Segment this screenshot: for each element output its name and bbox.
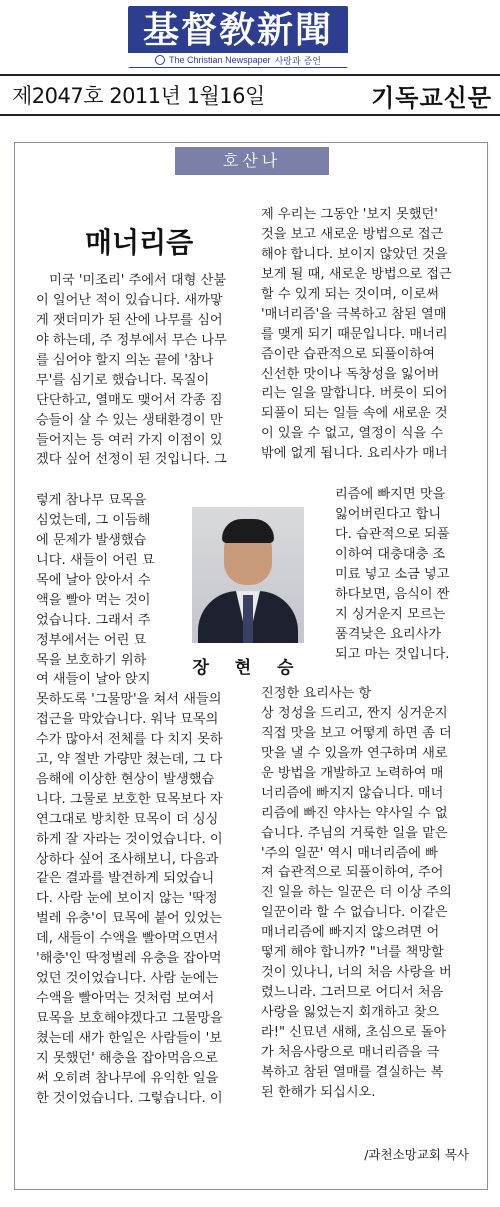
issue-number: 제2047호 [12,84,104,108]
text-line: 에 문제가 발생했습 [36,532,147,548]
text-line: 수가 많아서 전체를 다 치지 못하 [36,731,223,747]
text-line: 정부에서는 어린 묘 [36,632,147,648]
text-line: 미료 넣고 소금 넣고 [335,566,450,582]
text-line: 미국 '미조리' 주에서 대형 산불 [36,273,227,288]
text-line: 한 것이었습니다. 그렇습니다. 이 [36,1090,223,1106]
text-line: 목을 보호하기 위하 [36,652,147,668]
text-line: 것이 있나니, 너의 처음 사랑을 버 [261,965,452,981]
text-line: 벌레 유충'이 묘목에 붙어 있었는 [36,911,223,927]
text-line: 하다보면, 음식이 짠 [335,586,450,602]
text-line: 맛을 낼 수 있을까 연구하며 새로 [261,745,448,761]
text-line: 연그대로 방치한 묘목이 더 싱싱 [36,811,219,827]
text-line: 가 처음사랑으로 매너리즘을 극 [261,1044,440,1060]
text-line: 복하고 참된 열매를 결실하는 복 [261,1064,444,1080]
text-line: 되풀이 되는 일들 속에 새로운 것 [261,406,448,422]
text-line: 못하도록 '그물망'을 쳐서 새들의 [36,692,222,707]
author-photo [192,507,304,643]
bottom-divider [0,114,500,116]
right-column-top [261,205,452,464]
text-line: 진 일을 하는 일꾼은 더 이상 주의 [261,885,452,901]
text-line: 져 습관적으로 되풀이하여, 주어 [261,865,444,881]
text-line: 렇게 참나무 묘목을 [36,493,147,508]
text-line: 음해에 이상한 현상이 발생했습 [36,771,215,787]
left-column-bottom [36,690,223,1109]
text-line: 해야 합니다. 보이지 않았던 것을 [261,246,448,262]
text-line: 습니다. 주님의 거룩한 일을 맡은 [261,825,448,841]
photo-tie [243,595,253,643]
text-line: 라!" 신묘년 새해, 초심으로 돌아 [261,1024,447,1040]
text-line: 다. 사람 눈에 보이지 않는 '딱정 [36,891,218,907]
text-line: 들어지는 등 여러 가지 이점이 있 [36,432,223,448]
text-line: 쳤는데 새가 한일은 사람들이 '보 [36,1030,223,1046]
text-line: 니다. 그물로 보호한 묘목보다 자 [36,791,223,807]
text-line: 신선한 맛이나 독창성을 잃어버 [261,366,440,382]
text-line: 일꾼이라 할 수 없습니다. 이같은 [261,905,448,921]
right-column-narrow [335,485,450,664]
text-line: 었습니다. 그래서 주 [36,612,151,628]
text-line: 직접 맛을 보고 어떻게 하면 좀 더 [261,725,452,741]
text-line: 된 한해가 되십시오. [261,1084,376,1100]
section-label: 호산나 [175,147,329,175]
article-frame [14,142,488,1190]
masthead-subtitle-bar [128,52,348,67]
top-divider [0,74,500,76]
text-line: 상 정성을 드리고, 짠지 싱거운지 [261,705,448,721]
text-line: 리즘에 빠진 약사는 약사일 수 없 [261,805,448,821]
text-line: 너리즘에 빠지지 않습니다. 매너 [261,785,444,801]
text-line: 었던 것이었습니다. 사람 눈에는 [36,971,219,987]
issue-bar [0,78,500,112]
issue-info [12,80,265,110]
paper-name: 기독교신문 [371,84,492,112]
text-line: 데, 새들이 수액을 빨아먹으면서 [36,931,219,947]
text-line: 이 일어난 적이 있습니다. 새까맣 [36,292,223,308]
text-line: 하게 잘 자라는 것이었습니다. 이 [36,831,223,847]
text-line: 묘목을 보호해야겠다고 그물망을 [36,1011,223,1026]
issue-date: 2011년 1월16일 [109,84,265,108]
text-line: 상하다 싶어 조사해보니, 다음과 [36,851,219,867]
text-line: '매너리즘'을 극복하고 참된 열매 [261,306,447,322]
emblem-icon [155,55,165,65]
text-line: 지 못했던' 해충을 잡아먹음으로 [36,1050,218,1066]
text-line: 액을 빨아 먹는 것이 [36,592,151,608]
text-line: 다. 습관적으로 되풀 [335,526,450,542]
text-line: 겠다 싶어 선정이 된 것입니다. 그 [36,452,227,468]
text-line: 잃어버린다고 합니 [335,506,442,522]
text-line: 여 새들이 날아 앉지 [36,672,151,688]
text-line: '주의 일꾼' 역시 매너리즘에 빠 [261,845,438,861]
text-line: 접근을 막았습니다. 워낙 묘목의 [36,711,219,727]
text-line: '해충'인 딱정벌레 유충을 잡아먹 [36,951,222,967]
text-line: 지 싱거운지 모르는 [335,606,446,622]
text-line: 야 하는데, 주 정부에서 무슨 나무 [36,332,227,348]
masthead-logo [128,6,348,68]
text-line: 리즘에 빠지면 맛을 [335,487,446,502]
article-headline: 매너리즘 [85,226,194,259]
text-line: 단단하고, 열매도 맺어서 각종 짐 [36,392,223,408]
text-line: 목에 날아 앉아서 수 [36,572,151,588]
masthead-tagline: 사랑과 증언 [274,56,321,67]
text-line: 니다. 새들이 어린 묘 [36,552,155,568]
text-line: 떻게 해야 합니까? "너를 책망할 [261,945,444,961]
text-line: 써 오히려 참나무에 유익한 일을 [36,1070,219,1086]
text-line: 이하여 대충대충 조 [335,546,446,562]
text-line: 게 잿더미가 된 산에 나무를 심어 [36,312,223,328]
text-line: 렸느니라. 그러므로 어디서 처음 [261,985,444,1001]
text-line: 를 심어야 할지 의논 끝에 '참나 [36,352,214,368]
text-line: 를 맺게 되기 때문입니다. 매너리 [261,326,448,342]
text-line: 수액을 빨아먹는 것처럼 보여서 [36,991,215,1007]
text-line: 제 우리는 그동안 '보지 못했던' [261,207,438,222]
text-line: 같은 결과를 발견하게 되었습니 [36,871,215,887]
text-line: 할 수 있게 되는 것이며, 이로써 [261,286,440,302]
text-line: 되고 마는 것입니다. [335,646,450,662]
author-name: 장 현 승 [192,658,304,678]
text-line: 밖에 없게 됩니다. 요리사가 매너 [261,446,448,462]
author-signature: /과천소망교회 목사 [364,1147,469,1162]
photo-hair [222,519,274,543]
text-line: 심었는데, 그 이듬해 [36,512,151,528]
masthead-title: 基督敎新聞 [142,9,333,51]
text-line: 매너리즘에 빠지지 않으려면 어 [261,925,440,941]
text-line: 것을 보고 새로운 방법으로 접근 [261,226,444,242]
right-column-bottom [261,684,452,1103]
text-line: 즘이란 습관적으로 되풀이하여 [261,346,435,362]
left-column-narrow [36,491,155,690]
text-line: 진정한 요리사는 항 [261,686,372,701]
text-line: 고, 약 절반 가량만 쳤는데, 그 다 [36,751,223,767]
text-line: 품격낮은 요리사가 [335,626,442,642]
text-line: 운 방법을 개발하고 노력하여 매 [261,765,444,781]
left-column-top [36,271,227,470]
text-line: 이 있을 수 없고, 열정이 식을 수 [261,426,444,442]
masthead-english: The Christian Newspaper [169,55,271,65]
text-line: 사랑을 잃었는지 회개하고 찾으 [261,1005,440,1020]
text-line: 보게 될 때, 새로운 방법으로 접근 [261,266,452,282]
text-line: 승들이 살 수 있는 생태환경이 만 [36,412,223,428]
text-line: 무'를 심기로 했습니다. 목질이 [36,372,210,388]
text-line: 리는 일을 말합니다. 버릇이 되어 [261,386,448,402]
